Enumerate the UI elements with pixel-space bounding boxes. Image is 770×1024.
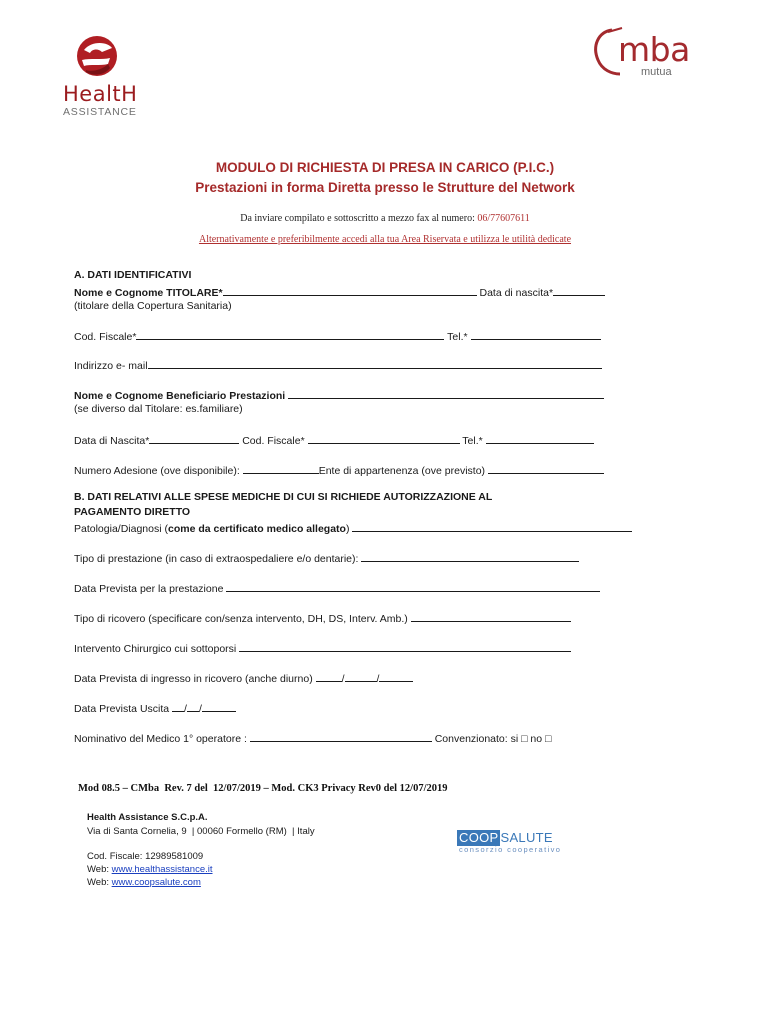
ingresso-slash-1: / bbox=[341, 673, 345, 685]
tel-label: Tel.* bbox=[444, 331, 471, 343]
email-label: Indirizzo e- mail bbox=[74, 360, 148, 372]
uscita-slash-2: / bbox=[198, 703, 202, 715]
ben-cf-field[interactable] bbox=[308, 433, 460, 444]
titolare-row bbox=[74, 285, 605, 299]
adesione-field[interactable] bbox=[243, 463, 319, 474]
birth-field[interactable] bbox=[553, 285, 605, 296]
uscita-row bbox=[74, 701, 236, 715]
medico-field[interactable] bbox=[250, 731, 432, 742]
ingresso-label: Data Prevista di ingresso in ricovero (anche diurno) bbox=[74, 673, 316, 685]
ingresso-slash-2: / bbox=[376, 673, 380, 685]
adesione-label: Numero Adesione (ove disponibile): bbox=[74, 465, 243, 477]
cf-row bbox=[74, 329, 601, 343]
uscita-slash-1: / bbox=[184, 703, 187, 715]
reserved-area-link[interactable]: Alternativamente e preferibilmente accedi alla tua Area Riservata e utilizza le utilità dedicate bbox=[198, 234, 572, 245]
section-a-heading: A. DATI IDENTIFICATIVI bbox=[74, 269, 192, 281]
coop-logo-subtitle: consorzio cooperativo bbox=[459, 845, 562, 854]
ente-field[interactable] bbox=[488, 463, 604, 474]
uscita-label: Data Prevista Uscita bbox=[74, 703, 173, 715]
birth-label: Data di nascita* bbox=[476, 287, 554, 299]
web-label-2: Web: bbox=[87, 877, 112, 888]
fax-number: 06/77607611 bbox=[477, 213, 530, 224]
checkbox-no[interactable]: □ bbox=[544, 733, 552, 745]
no-label: no bbox=[527, 733, 545, 745]
intervento-label: Intervento Chirurgico cui sottoporsi bbox=[74, 643, 240, 655]
data-prevista-field[interactable] bbox=[226, 581, 600, 592]
tipo-ricovero-label: Tipo di ricovero (specificare con/senza intervento, DH, DS, Interv. Amb.) bbox=[74, 613, 411, 625]
patologia-row bbox=[74, 521, 632, 535]
tel-field[interactable] bbox=[471, 329, 601, 340]
beneficiario-note: (se diverso dal Titolare: es.familiare) bbox=[74, 403, 243, 415]
section-b-heading-cont: PAGAMENTO DIRETTO bbox=[74, 506, 191, 518]
convenzionato-label: Convenzionato: si bbox=[431, 733, 522, 745]
ben-tel-field[interactable] bbox=[486, 433, 594, 444]
footer-web-2 bbox=[87, 877, 201, 888]
patologia-close: ) bbox=[345, 523, 353, 535]
ingresso-month-field[interactable] bbox=[345, 671, 377, 682]
uscita-year-field[interactable] bbox=[202, 701, 236, 712]
health-assistance-subtitle: ASSISTANCE bbox=[63, 106, 137, 118]
tipo-ricovero-row bbox=[74, 611, 571, 625]
titolare-label: Nome e Cognome TITOLARE* bbox=[74, 287, 223, 299]
form-subtitle: Prestazioni in forma Diretta presso le Strutture del Network bbox=[195, 180, 575, 195]
tipo-prestazione-label: Tipo di prestazione (in caso di extraospedaliere e/o dentarie): bbox=[74, 553, 362, 565]
beneficiario-label: Nome e Cognome Beneficiario Prestazioni bbox=[74, 390, 289, 402]
uscita-day-field[interactable] bbox=[172, 701, 184, 712]
beneficiario-field[interactable] bbox=[288, 388, 604, 399]
footer-address: Via di Santa Cornelia, 9 | 00060 Formello (RM) | Italy bbox=[87, 826, 315, 837]
coopsalute-link[interactable]: www.coopsalute.com bbox=[111, 877, 201, 888]
ben-tel-label: Tel.* bbox=[459, 435, 486, 447]
ben-birth-label: Data di Nascita* bbox=[74, 435, 150, 447]
tipo-prestazione-row bbox=[74, 551, 579, 565]
adesione-row bbox=[74, 463, 604, 477]
tipo-ricovero-field[interactable] bbox=[411, 611, 571, 622]
ben-birth-field[interactable] bbox=[149, 433, 239, 444]
section-b-heading: B. DATI RELATIVI ALLE SPESE MEDICHE DI CUI SI RICHIEDE AUTORIZZAZIONE AL bbox=[74, 491, 493, 503]
mba-subtitle: mutua bbox=[641, 66, 672, 78]
footer-web-1 bbox=[87, 864, 213, 875]
data-prevista-label: Data Prevista per la prestazione bbox=[74, 583, 227, 595]
healthassistance-link[interactable]: www.healthassistance.it bbox=[111, 864, 213, 875]
beneficiario-details-row bbox=[74, 433, 594, 447]
cf-field[interactable] bbox=[136, 329, 444, 340]
ingresso-day-field[interactable] bbox=[316, 671, 342, 682]
module-reference: Mod 08.5 – CMba Rev. 7 del 12/07/2019 – Mod. CK3 Privacy Rev0 del 12/07/2019 bbox=[78, 783, 448, 794]
ben-cf-label: Cod. Fiscale* bbox=[239, 435, 308, 447]
ente-label: Ente di appartenenza (ove previsto) bbox=[318, 465, 488, 477]
medico-label: Nominativo del Medico 1° operatore : bbox=[74, 733, 250, 745]
email-row bbox=[74, 358, 602, 372]
medico-row bbox=[74, 731, 551, 745]
coopsalute-logo-icon bbox=[457, 829, 562, 854]
mba-wordmark: mba bbox=[618, 30, 690, 69]
footer-company: Health Assistance S.C.p.A. bbox=[87, 812, 208, 823]
patologia-label: Patologia/Diagnosi ( bbox=[74, 523, 168, 535]
patologia-bold: come da certificato medico allegato bbox=[167, 523, 346, 535]
coop-logo-box: COOP bbox=[459, 830, 499, 845]
checkbox-si[interactable]: □ bbox=[521, 733, 528, 745]
coop-logo-text: SALUTE bbox=[500, 830, 553, 845]
tipo-prestazione-field[interactable] bbox=[361, 551, 579, 562]
cf-label: Cod. Fiscale* bbox=[74, 331, 137, 343]
web-label-1: Web: bbox=[87, 864, 112, 875]
intervento-field[interactable] bbox=[239, 641, 571, 652]
data-prevista-row bbox=[74, 581, 600, 595]
footer-cf: Cod. Fiscale: 12989581009 bbox=[87, 851, 204, 862]
form-title: MODULO DI RICHIESTA DI PRESA IN CARICO (P.I.C.) bbox=[215, 160, 555, 175]
fax-text: Da inviare compilato e sottoscritto a mezzo fax al numero: bbox=[240, 213, 478, 224]
titolare-field[interactable] bbox=[223, 285, 477, 296]
health-assistance-wordmark: HealtH bbox=[63, 82, 138, 106]
beneficiario-row bbox=[74, 388, 604, 402]
uscita-month-field[interactable] bbox=[187, 701, 199, 712]
ingresso-row bbox=[74, 671, 413, 685]
patologia-field[interactable] bbox=[352, 521, 632, 532]
titolare-note: (titolare della Copertura Sanitaria) bbox=[74, 300, 232, 312]
fax-instructions bbox=[0, 213, 770, 224]
ingresso-year-field[interactable] bbox=[379, 671, 413, 682]
intervento-row bbox=[74, 641, 571, 655]
email-field[interactable] bbox=[148, 358, 602, 369]
